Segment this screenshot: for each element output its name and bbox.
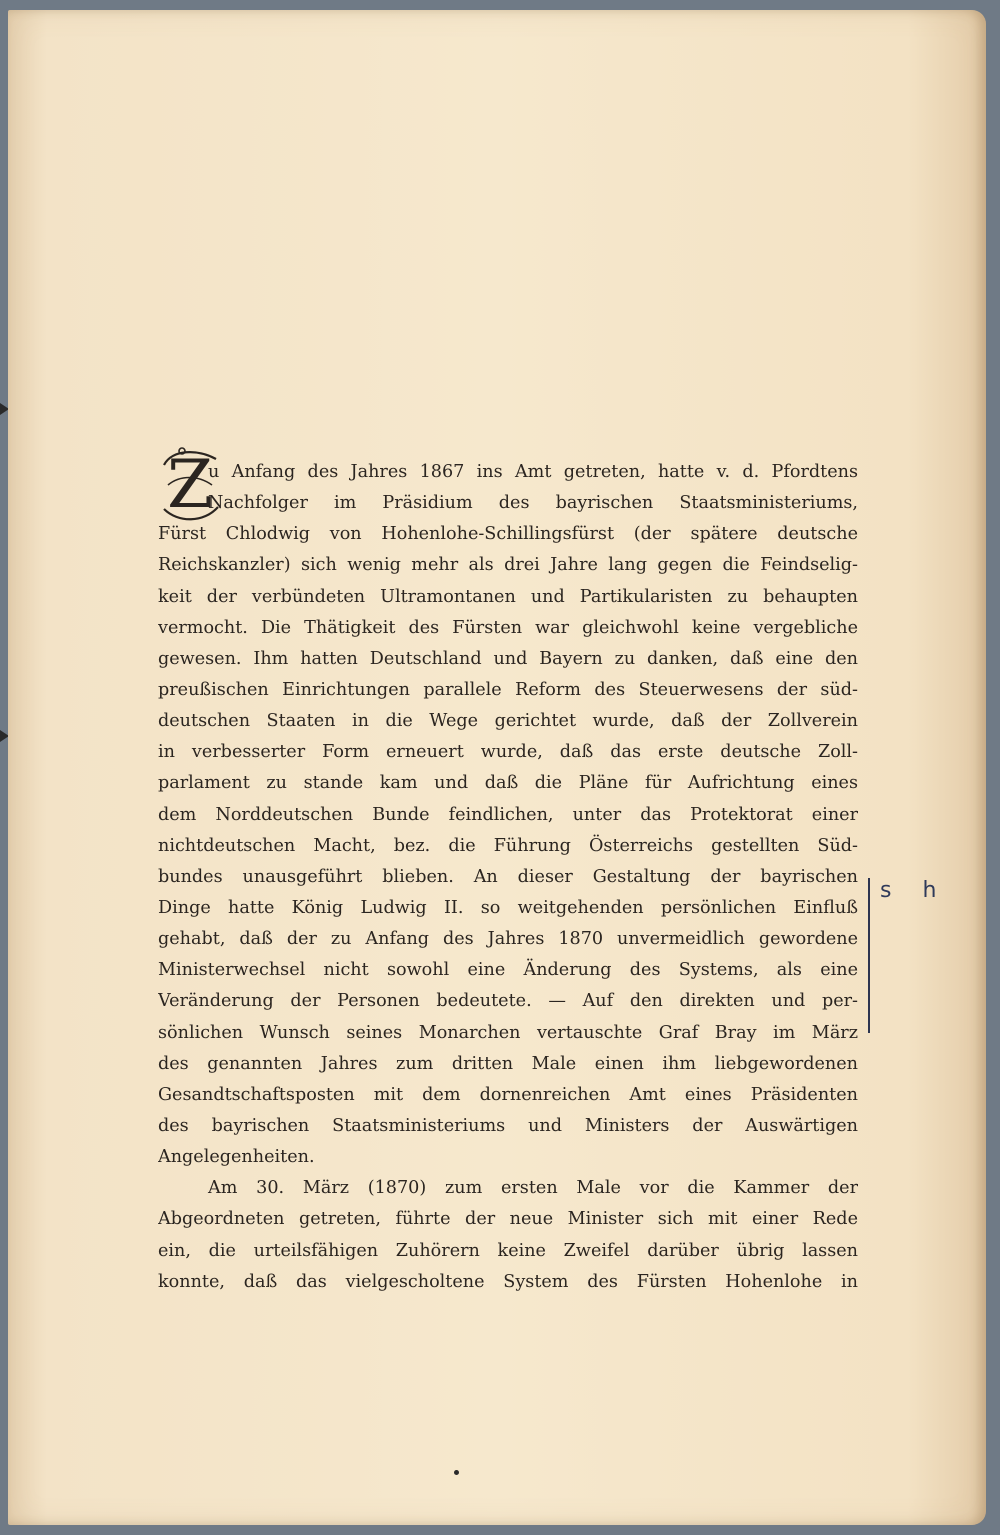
text-line: gewesen. Ihm hatten Deutschland und Bayern zu danken, daß eine den — [158, 648, 858, 669]
margin-line — [868, 878, 870, 1033]
text-line: sönlichen Wunsch seines Monarchen vertauschte Graf Bray im März — [158, 1022, 858, 1043]
book-page — [8, 10, 986, 1525]
text-line: preußischen Einrichtungen parallele Reform des Steuerwesens der süd- — [158, 679, 858, 700]
text-line: vermocht. Die Thätigkeit des Fürsten war gleichwohl keine vergebliche — [158, 617, 858, 638]
text-line: nichtdeutschen Macht, bez. die Führung Österreichs gestellten Süd- — [158, 835, 858, 856]
text-line: deutschen Staaten in die Wege gerichtet wurde, daß der Zollverein — [158, 711, 858, 732]
text-line: Ministerwechsel nicht sowohl eine Änderung des Systems, als eine — [158, 960, 858, 981]
text-line: keit der verbündeten Ultramontanen und Partikularisten zu behaupten — [158, 586, 858, 607]
text-line: u Anfang des Jahres 1867 ins Amt getreten, hatte v. d. Pfordtens — [208, 462, 858, 482]
text-line: Nachfolger im Präsidium des bayrischen Staatsministeriums, — [208, 493, 858, 514]
text-line: dem Norddeutschen Bunde feindlichen, unter das Protektorat einer — [158, 804, 858, 825]
body-text — [158, 446, 858, 1298]
text-line: konnte, daß das vielgescholtene System des Fürsten Hohenlohe in — [158, 1271, 858, 1292]
text-line: des bayrischen Staatsministeriums und Ministers der Auswärtigen — [158, 1115, 858, 1136]
margin-note: s h — [880, 878, 949, 903]
paragraph-1 — [158, 457, 858, 1173]
text-line: gehabt, daß der zu Anfang des Jahres 1870 unvermeidlich gewordene — [158, 929, 858, 950]
text-line: parlament zu stande kam und daß die Pläne für Aufrichtung eines — [158, 773, 858, 794]
text-line: Reichskanzler) sich wenig mehr als drei Jahre lang gegen die Feindselig- — [158, 555, 858, 576]
page-dot — [454, 1470, 459, 1475]
text-line: ein, die urteilsfähigen Zuhörern keine Zweifel darüber übrig lassen — [158, 1240, 858, 1261]
text-line: Fürst Chlodwig von Hohenlohe-Schillingsfürst (der spätere deutsche — [158, 524, 858, 545]
text-line: Angelegenheiten. — [158, 1147, 315, 1168]
paragraph-2 — [158, 1173, 858, 1298]
drop-cap: Z — [167, 446, 213, 523]
text-line: Am 30. März (1870) zum ersten Male vor die Kammer der — [208, 1178, 858, 1199]
text-line: des genannten Jahres zum dritten Male einen ihm liebgewordenen — [158, 1053, 858, 1074]
text-line: Abgeordneten getreten, führte der neue Minister sich mit einer Rede — [158, 1209, 858, 1230]
text-line: Veränderung der Personen bedeutete. — Auf den direkten und per- — [158, 991, 858, 1012]
text-line: in verbesserter Form erneuert wurde, daß das erste deutsche Zoll- — [158, 742, 858, 763]
text-line: bundes unausgeführt blieben. An dieser Gestaltung der bayrischen — [158, 866, 858, 887]
text-line: Gesandtschaftsposten mit dem dornenreichen Amt eines Präsidenten — [158, 1084, 858, 1105]
text-line: Dinge hatte König Ludwig II. so weitgehenden persönlichen Einfluß — [158, 897, 858, 918]
